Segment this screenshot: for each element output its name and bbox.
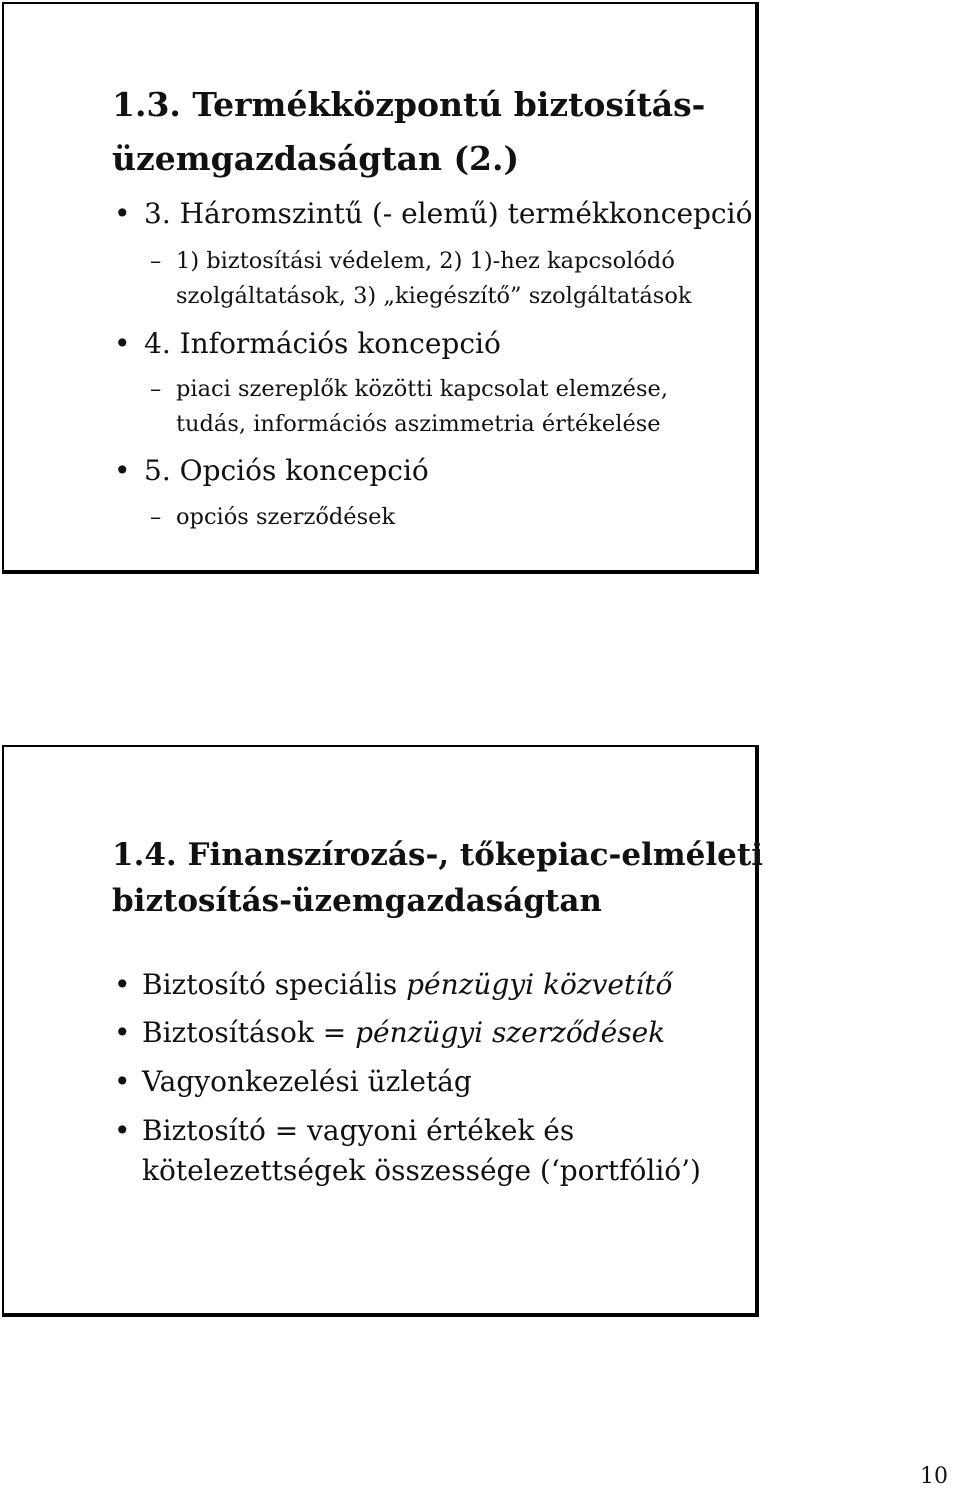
bullet-text xyxy=(114,965,672,1005)
bullet-text-plain: Biztosítások = xyxy=(142,1016,356,1049)
bullet-text-plain: Biztosító speciális xyxy=(142,968,407,1001)
bullet-text-italic: pénzügyi közvetítő xyxy=(406,968,673,1001)
bullet-text-line-2: kötelezettségek összessége (‘portfólió’) xyxy=(142,1154,701,1187)
bullet-text: Vagyonkezelési üzletág xyxy=(142,1065,472,1098)
page-number: 10 xyxy=(920,1464,948,1489)
subbullet-text-line-1: piaci szereplők közötti kapcsolat elemzése, xyxy=(176,376,668,402)
bullet-dot: • xyxy=(114,327,131,360)
dash-marker: – xyxy=(150,248,162,274)
subbullet-text-line-1: opciós szerződések xyxy=(176,504,396,530)
slide-2-bullet-1 xyxy=(114,965,672,1005)
bullet-dot: • xyxy=(114,454,131,487)
bullet-dot: • xyxy=(114,197,131,230)
slide-1-title-line-1: 1.3. Termékközpontú biztosítás- xyxy=(112,85,706,124)
subbullet-text-line-2: szolgáltatások, 3) „kiegészítő” szolgáltatások xyxy=(176,283,692,309)
slide-1-title-line-2: üzemgazdaságtan (2.) xyxy=(112,139,520,178)
slide-1-title xyxy=(112,78,705,186)
dash-marker: – xyxy=(150,376,162,402)
slide-2-title-line-1: 1.4. Finanszírozás-, tőkepiac-elméleti xyxy=(112,837,763,873)
bullet-text: 3. Háromszintű (- elemű) termékkoncepció xyxy=(144,197,753,230)
bullet-text: 4. Információs koncepció xyxy=(144,327,501,360)
dash-marker: – xyxy=(150,504,162,530)
slide-2-bullet-4 xyxy=(114,1111,701,1191)
slide-1-bullet-1 xyxy=(114,198,752,230)
slide-2-bullet-2 xyxy=(114,1013,665,1053)
slide-1-subbullet-2 xyxy=(150,372,668,442)
slide-1-bullet-3 xyxy=(114,455,429,487)
bullet-dot: • xyxy=(114,1114,131,1147)
subbullet-text-line-2: tudás, információs aszimmetria értékelése xyxy=(176,411,661,437)
slide-2-bullet-3 xyxy=(114,1062,472,1102)
slide-2-title xyxy=(112,832,763,924)
bullet-text xyxy=(114,1013,665,1053)
bullet-dot: • xyxy=(114,1065,131,1098)
bullet-dot: • xyxy=(114,1016,131,1049)
bullet-text-line-1: Biztosító = vagyoni értékek és xyxy=(142,1114,575,1147)
slide-2-title-line-2: biztosítás-üzemgazdaságtan xyxy=(112,883,602,919)
slide-1-subbullet-1 xyxy=(150,244,692,314)
slide-1-subbullet-3 xyxy=(150,500,395,535)
subbullet-text-line-1: 1) biztosítási védelem, 2) 1)-hez kapcsolódó xyxy=(176,248,675,274)
bullet-dot: • xyxy=(114,968,131,1001)
bullet-text: 5. Opciós koncepció xyxy=(144,454,429,487)
slide-1-bullet-2 xyxy=(114,328,501,360)
bullet-text-italic: pénzügyi szerződések xyxy=(355,1016,666,1049)
